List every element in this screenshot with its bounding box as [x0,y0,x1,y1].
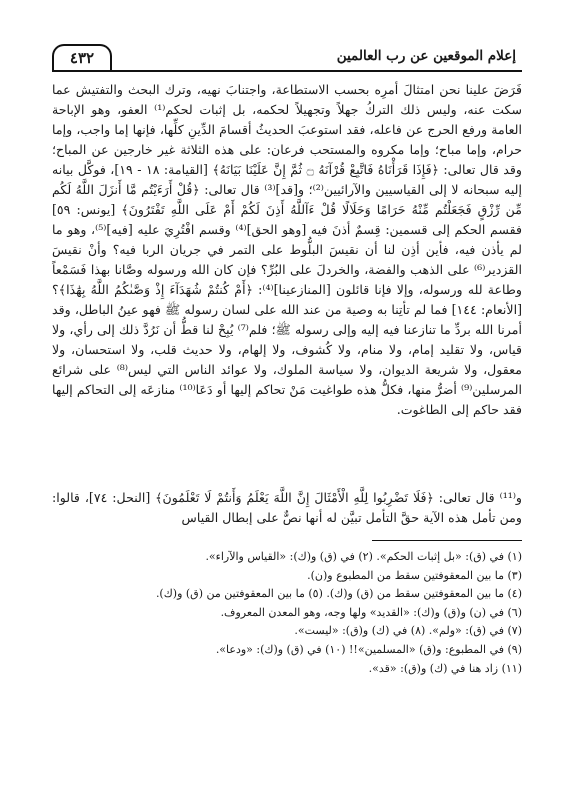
footnote-line: (١) في (ق): «بل إثبات الحكم». (٢) في (ق) و(ك): «القياس والآراء». [205,550,522,563]
main-text [52,80,522,420]
footnote-line: (٤) ما بين المعقوفتين سقط من (ق) و(ك). (٥) ما بين المعقوفتين من (ق) و(ك). [155,587,522,601]
paragraph-2: و⁽¹¹⁾ قال تعالى: ﴿فَلَا تَضْرِبُوا لِلَّهِ الْأَمْثَالَ إِنَّ اللَّهَ يَعْلَمُ وَأَنتُمْ لَا تَعْلَمُونَ﴾ [النحل: ٧٤]، قالوا: ومن تأمل هذه الآية حقَّ التأمل تبيَّن له أنها نصٌّ على إبطال القياس [52,490,522,525]
page-number: ٤٣٢ [69,49,95,67]
main-text-continued [52,488,522,528]
page-number-frame [52,44,112,70]
footnote-line: (٧) في (ق): «ولم». (٨) في (ك) و(ق): «ليست». [294,624,522,638]
book-title: إعلام الموقعين عن رب العالمين [336,48,516,64]
footnote-separator [372,540,522,541]
footnote-line: (٦) في (ن) و(ق) و(ك): «القديد» ولها وجه، وهو المعدن المعروف. [220,605,522,619]
footnote-line: (٣) ما بين المعقوفتين سقط من المطبوع و(ن). [307,568,522,582]
running-header [52,44,522,72]
paragraph-1: فَرَضَ علينا نحن امتثالَ أمرِه بحسب الاستطاعة، واجتنابَ نهيه، وترك البحث والتفتيش عما سكت عنه، وليس ذلك التركُ جهلاً وتجهيلاً لحكمه، بل إثبات لحكم⁽¹⁾ العفو، وهو الإباحة العامة ورفع الحرج عن فاعله، فقد استوعبَ الحديثُ أقسامَ الدِّينِ كلِّها، فإنها إما واجب، وإما حرام، وإما مباح؛ وإما مكروه والمستحب فرعان: على هذه الثلاثة غير خارجين عن المباح؛ وقد قال تعالى: ﴿فَإِذَا قَرَأْنَاهُ فَاتَّبِعْ قُرْآنَهُ ۝ ثُمَّ إِنَّ عَلَيْنَا بَيَانَهُ﴾ [القيامة: ١٨ - ١٩]، فوكَّل بيانه إليه سبحانه لا إلى القياسيين والآرائيين⁽²⁾؛ و[قد]⁽³⁾ قال تعالى: ﴿قُلْ أَرَءَيْتُم مَّا أَنزَلَ اللَّهُ لَكُم مِّن رِّزْقٍ فَجَعَلْتُم مِّنْهُ حَرَامًا وَحَلَالًا قُلْ ءَآللَّهُ أَذِنَ لَكُمْ أَمْ عَلَى اللَّهِ تَفْتَرُونَ﴾ [يونس: ٥٩] فقسم الحكم إلى قسمين: قِسمٌ أذنَ فيه [وهو الحق]⁽⁴⁾ وقسم افْتُرِيَ عليه [فيه]⁽⁵⁾، وهو ما لم يأذن فيه، فأين أذِن لنا أن نقيسَ البلُّوط على التمر في جريان الربا فيه؟ وأنْ نقيسَ القزدير⁽⁶⁾ على الذهب والفضة، والخردلَ على البُرِّ؟ فإن كان الله ورسوله وصَّانا بهذا فَسَمْعاً وطاعة لله ورسوله، وإلا فإنا قائلون [المنازعينا]⁽⁴⁾: ﴿أَمْ كُنتُمْ شُهَدَآءَ إِذْ وَصَّىٰكُمُ اللَّهُ بِهَٰذَا﴾؟ [الأنعام: ١٤٤] فما لم تأتِنا به وصية من عند الله على لسان رسوله ﷺ فهو عينُ الباطل، وقد أمرنا الله بردِّ ما تنازعنا فيه إليه وإلى رسوله ﷺ؛ فلم⁽⁷⁾ يُبِحْ لنا قطُّ أن نَرُدَّ ذلك إلى رأي، ولا قياس، ولا تقليد إمام، ولا منام، ولا كُشوف، ولا إلهام، ولا حديث قلب، ولا استحسان، ولا معقول، ولا شريعة الديوان، ولا سياسة الملوك، ولا عوائد الناس التي ليس⁽⁸⁾ على شرائع المرسلين⁽⁹⁾ أضرُّ منها، فكلُّ هذه طواغيت مَنْ تحاكم إليها أو دَعَا⁽¹⁰⁾ منازعَه إلى التحاكم إليها فقد حاكم إلى الطاغوت. [52,82,522,417]
footnote-line: (٩) في المطبوع: و(ق) «المسلمين»!! (١٠) في (ق) و(ك): «ودعا». [215,642,522,656]
footnotes [52,548,522,678]
footnote-line: (١١) زاد هنا في (ك) و(ق): «قد». [368,661,522,675]
